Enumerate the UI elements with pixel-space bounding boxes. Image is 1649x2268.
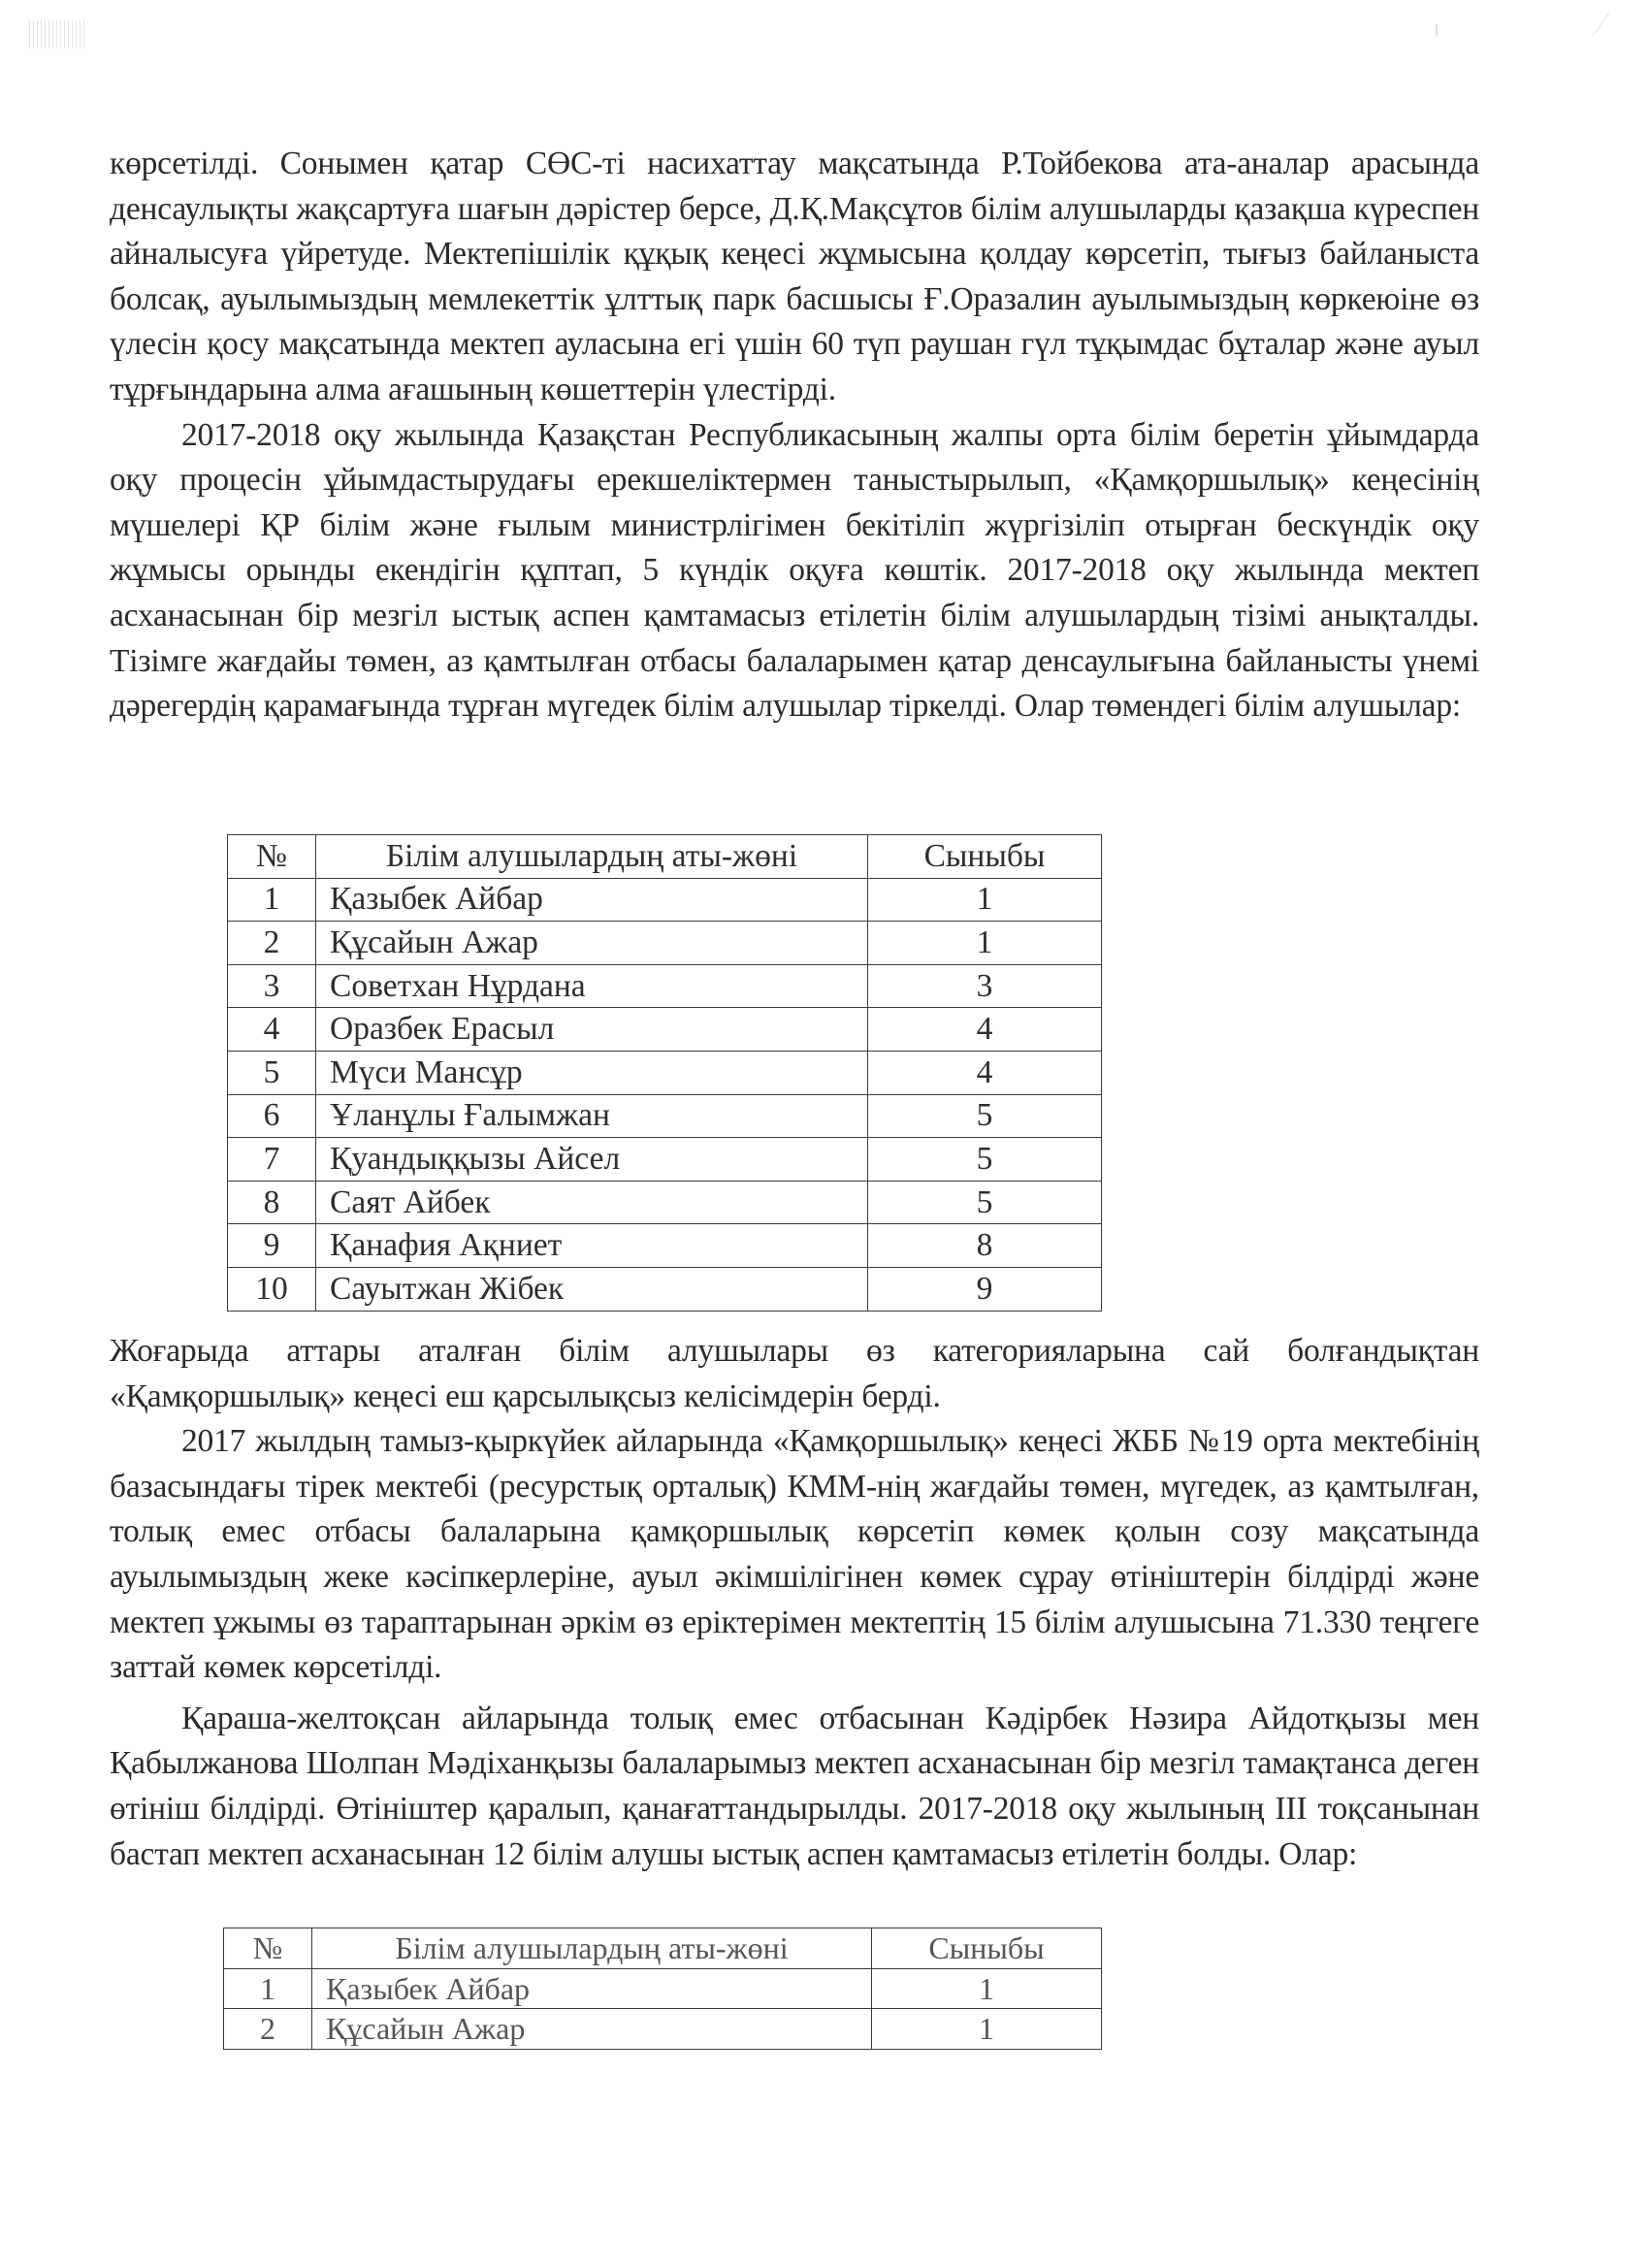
row-number: 6 xyxy=(228,1094,316,1138)
student-name: Құсайын Ажар xyxy=(312,2009,872,2050)
paragraph-1: көрсетілді. Сонымен қатар СӨС-ті насихаттау мақсатында Р.Тойбекова ата-аналар арасында денсаулықты жақсартуға шағын дәрістер берсе, Д.Қ.Мақсұтов білім алушыларды қазақша күреспен айналысуға үйретуде. Мектепішілік құқық кеңесі жұмысына қолдау көрсетіп, тығыз байланыста болсақ, ауылымыздың мемлекеттік ұлттық парк басшысы Ғ.Оразалин ауылымыздың көркеюіне өз үлесін қосу мақсатында мектеп ауласына егі үшін 60 түп раушан гүл тұқымдас бұталар және ауыл тұрғындарына алма ағашының көшеттерін үлестірді. xyxy=(110,146,1479,407)
header-grade: Сыныбы xyxy=(872,1928,1102,1969)
table-header-row xyxy=(228,835,1102,879)
student-name: Қуандыққызы Айсел xyxy=(316,1138,868,1182)
table-row xyxy=(228,1051,1102,1094)
row-number: 3 xyxy=(228,964,316,1008)
scan-artifact xyxy=(1592,12,1609,36)
student-grade: 1 xyxy=(868,922,1102,965)
student-grade: 1 xyxy=(872,2009,1102,2050)
student-grade: 1 xyxy=(872,1968,1102,2009)
student-name: Мүси Мансұр xyxy=(316,1051,868,1094)
student-grade: 5 xyxy=(868,1181,1102,1224)
table-header-row xyxy=(224,1928,1102,1969)
scan-artifact xyxy=(29,19,87,49)
student-grade: 9 xyxy=(868,1267,1102,1311)
student-grade: 3 xyxy=(868,964,1102,1008)
row-number: 5 xyxy=(228,1051,316,1094)
students-table-1 xyxy=(227,834,1102,1312)
row-number: 8 xyxy=(228,1181,316,1224)
table-row xyxy=(228,922,1102,965)
row-number: 2 xyxy=(228,922,316,965)
student-name: Саят Айбек xyxy=(316,1181,868,1224)
table-row xyxy=(224,1968,1102,2009)
header-number: № xyxy=(224,1928,312,1969)
student-grade: 8 xyxy=(868,1224,1102,1268)
paragraph-5: Қараша-желтоқсан айларында толық емес отбасынан Кәдірбек Нәзира Айдотқызы мен Қабылжанова Шолпан Мәдіханқызы балаларымыз мектеп асханасынан бір мезгіл тамақтанса деген өтініш білдірді. Өтініштер қаралып, қанағаттандырылды. 2017-2018 оқу жылының ІІІ тоқсанынан бастап мектеп асханасынан 12 білім алушы ыстық аспен қамтамасыз етілетін болды. Олар: xyxy=(110,1700,1479,1872)
scan-artifact xyxy=(1436,24,1438,36)
header-grade: Сыныбы xyxy=(868,835,1102,879)
header-student-name: Білім алушылардың аты-жөні xyxy=(312,1928,872,1969)
row-number: 9 xyxy=(228,1224,316,1268)
table-row xyxy=(228,1224,1102,1268)
row-number: 1 xyxy=(224,1968,312,2009)
table-row xyxy=(228,1267,1102,1311)
header-number: № xyxy=(228,835,316,879)
table-row xyxy=(228,1094,1102,1138)
row-number: 2 xyxy=(224,2009,312,2050)
row-number: 10 xyxy=(228,1267,316,1311)
document-page xyxy=(110,142,1479,729)
table-row xyxy=(228,964,1102,1008)
student-name: Құсайын Ажар xyxy=(316,922,868,965)
header-student-name: Білім алушылардың аты-жөні xyxy=(316,835,868,879)
table-row xyxy=(228,1008,1102,1052)
document-page-continued xyxy=(110,1329,1479,1877)
table-row xyxy=(228,1138,1102,1182)
student-grade: 4 xyxy=(868,1008,1102,1052)
student-name: Ұланұлы Ғалымжан xyxy=(316,1094,868,1138)
student-name: Қазыбек Айбар xyxy=(316,878,868,922)
paragraph-4: 2017 жылдың тамыз-қыркүйек айларында «Қамқоршылық» кеңесі ЖББ №19 орта мектебінің базасындағы тірек мектебі (ресурстық орталық) КММ-нің жағдайы төмен, мүгедек, аз қамтылған, толық емес отбасы балаларына қамқоршылық көрсетіп көмек қолын созу мақсатында ауылымыздың жеке кәсіпкерлеріне, ауыл әкімшілігінен көмек сұрау өтініштерін білдірді және мектеп ұжымы өз тараптарынан әркім өз еріктерімен мектептің 15 білім алушысына 71.330 теңгеге заттай көмек көрсетілді. xyxy=(110,1423,1479,1686)
student-grade: 1 xyxy=(868,878,1102,922)
table-row xyxy=(224,2009,1102,2050)
table-row xyxy=(228,878,1102,922)
student-name: Қазыбек Айбар xyxy=(312,1968,872,2009)
students-table-2 xyxy=(223,1928,1102,2050)
student-name: Сауытжан Жібек xyxy=(316,1267,868,1311)
student-grade: 5 xyxy=(868,1094,1102,1138)
row-number: 1 xyxy=(228,878,316,922)
student-grade: 4 xyxy=(868,1051,1102,1094)
row-number: 7 xyxy=(228,1138,316,1182)
student-name: Советхан Нұрдана xyxy=(316,964,868,1008)
paragraph-2: 2017-2018 оқу жылында Қазақстан Республикасының жалпы орта білім беретін ұйымдарда оқу процесін ұйымдастырудағы ерекшеліктермен таныстырылып, «Қамқоршылық» кеңесінің мүшелері ҚР білім және ғылым министрлігімен бекітіліп жүргізіліп отырған бескүндік оқу жұмысы орынды екендігін құптап, 5 күндік оқуға көштік. 2017-2018 оқу жылында мектеп асханасынан бір мезгіл ыстық аспен қамтамасыз етілетін білім алушылардың тізімі анықталды. Тізімге жағдайы төмен, аз қамтылған отбасы балаларымен қатар денсаулығына байланысты үнемі дәрегердің қарамағында тұрған мүгедек білім алушылар тіркелді. Олар төмендегі білім алушылар: xyxy=(110,416,1479,725)
paragraph-3: Жоғарыда аттары аталған білім алушылары өз категорияларына сай болғандықтан «Қамқоршылық» кеңесі еш қарсылықсыз келісімдерін берді. xyxy=(110,1333,1479,1414)
row-number: 4 xyxy=(228,1008,316,1052)
student-name: Қанафия Ақниет xyxy=(316,1224,868,1268)
student-name: Оразбек Ерасыл xyxy=(316,1008,868,1052)
student-grade: 5 xyxy=(868,1138,1102,1182)
table-row xyxy=(228,1181,1102,1224)
